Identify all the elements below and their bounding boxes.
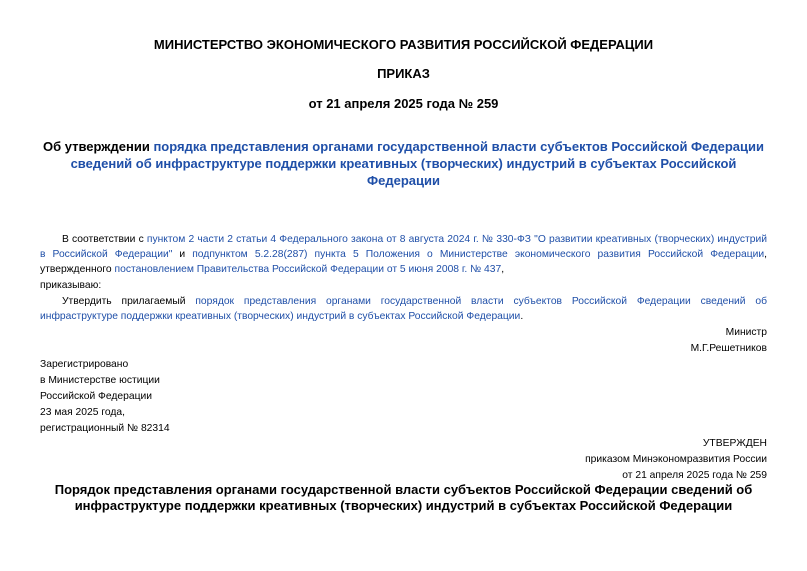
registration-line-2: в Министерстве юстиции — [40, 375, 160, 386]
approve-paragraph — [40, 294, 767, 324]
law-330-link[interactable]: пунктом 2 части 2 статьи 4 Федерального закона от 8 августа 2024 г. № 330-ФЗ "О развитии креативных (творческих) индустрий в Российской Федерации" — [40, 234, 767, 260]
government-decree-link[interactable]: постановлением Правительства Российской Федерации от 5 июня 2008 г. № 437 — [114, 264, 502, 275]
document-date-number: от 21 апреля 2025 года № 259 — [308, 96, 499, 111]
approval-line-2: приказом Минэкономразвития России — [585, 454, 767, 465]
preamble-text-2: и — [172, 249, 193, 260]
title-prefix: Об утверждении — [42, 139, 154, 154]
annex-title: Порядок представления органами государственной власти субъектов Российской Федерации сведений об инфраструктуре поддержки креативных (творческих) индустрий в субъектах Российской Федерации — [54, 482, 753, 513]
procedure-link[interactable]: порядок представления органами государственной власти субъектов Российской Федерации сведений об инфраструктуре поддержки креативных (творческих) индустрий в субъектах Российской Федерации — [40, 296, 767, 322]
document-type: ПРИКАЗ — [377, 66, 430, 81]
preamble-text-3: , утвержденного — [40, 249, 767, 275]
registration-line-1: Зарегистрировано — [40, 359, 129, 370]
document-title — [40, 138, 767, 189]
registration-line-5: регистрационный № 82314 — [40, 423, 170, 434]
registration-line-3: Российской Федерации — [40, 391, 152, 402]
registration-line-4: 23 мая 2025 года, — [40, 407, 125, 418]
orders-line: приказываю: — [40, 280, 102, 291]
preamble-text-4: , — [501, 264, 505, 275]
signature-position: Министр — [725, 327, 767, 338]
approve-text-2: . — [520, 311, 524, 322]
signature-name: М.Г.Решетников — [690, 343, 767, 354]
ministry-heading: МИНИСТЕРСТВО ЭКОНОМИЧЕСКОГО РАЗВИТИЯ РОССИЙСКОЙ ФЕДЕРАЦИИ — [153, 37, 654, 52]
title-link[interactable]: порядка представления органами государственной власти субъектов Российской Федерации сведений об инфраструктуре поддержки креативных (творческих) индустрий в субъектах Российской Федерации — [70, 139, 765, 188]
preamble-text-1: В соответствии с — [62, 234, 147, 245]
regulation-subparagraph-link[interactable]: подпунктом 5.2.28(287) пункта 5 Положения о Министерстве экономического развития Российской Федерации — [192, 249, 765, 260]
approve-text-1: Утвердить прилагаемый — [62, 296, 196, 307]
approval-line-3: от 21 апреля 2025 года № 259 — [622, 470, 767, 481]
preamble-paragraph — [40, 232, 767, 277]
approval-line-1: УТВЕРЖДЕН — [702, 438, 767, 449]
